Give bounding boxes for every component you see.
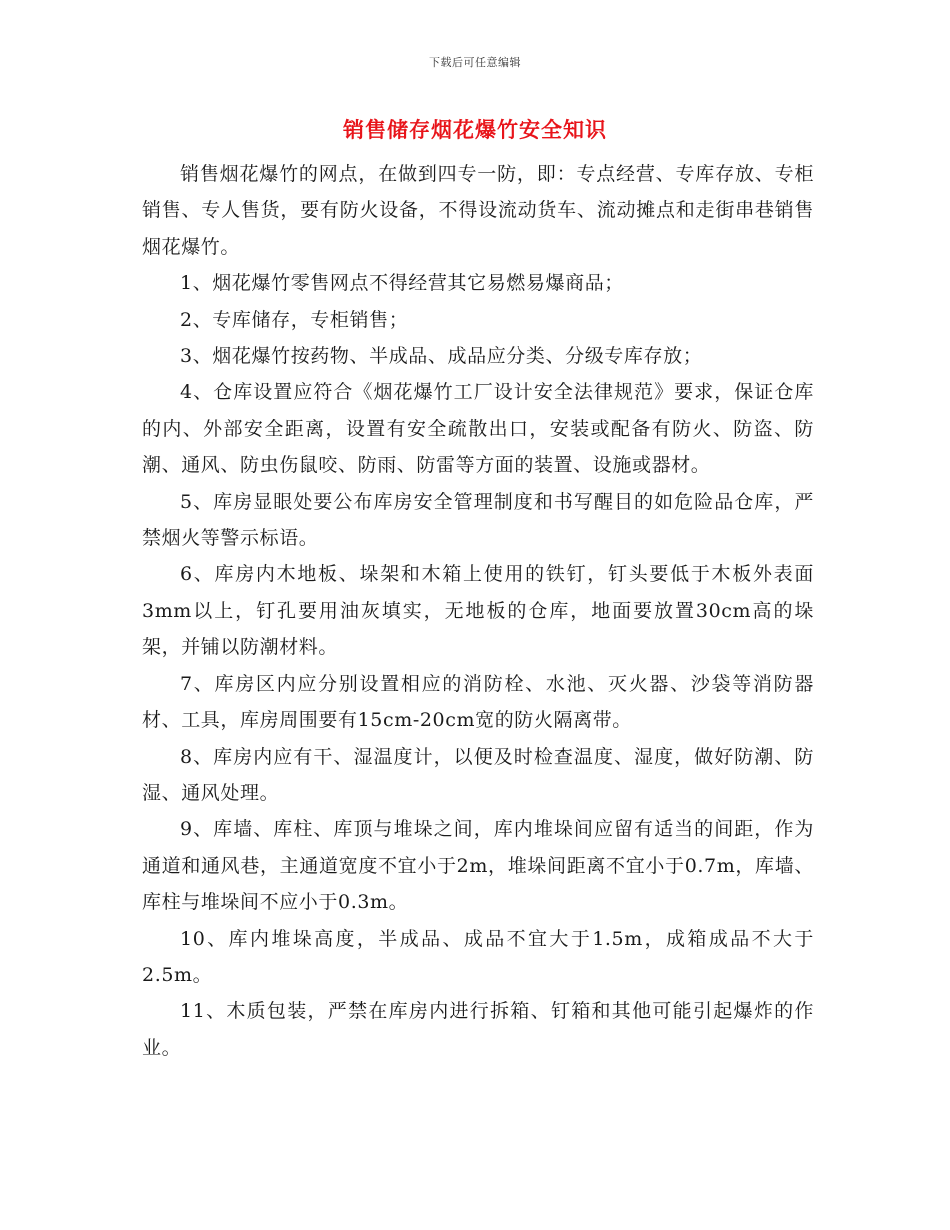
document-body — [142, 156, 814, 1066]
page-header: 下载后可任意编辑 — [429, 56, 521, 69]
rule-7: 7、库房区内应分别设置相应的消防栓、水池、灭火器、沙袋等消防器材、工具，库房周围要有15cm-20cm宽的防火隔离带。 — [142, 672, 814, 732]
document-title: 销售储存烟花爆竹安全知识 — [343, 117, 607, 142]
rule-10: 10、库内堆垛高度，半成品、成品不宜大于1.5m，成箱成品不大于2.5m。 — [142, 927, 814, 986]
intro-paragraph: 销售烟花爆竹的网点，在做到四专一防，即：专点经营、专库存放、专柜销售、专人售货，要有防火设备，不得设流动货车、流动摊点和走街串巷销售烟花爆竹。 — [142, 163, 814, 258]
rule-2: 2、专库储存，专柜销售； — [180, 308, 409, 331]
rule-8: 8、库房内应有干、湿温度计，以便及时检查温度、湿度，做好防潮、防湿、通风处理。 — [142, 745, 814, 804]
rule-1: 1、烟花爆竹零售网点不得经营其它易燃易爆商品； — [180, 272, 624, 295]
rule-3: 3、烟花爆竹按药物、半成品、成品应分类、分级专库存放； — [180, 345, 703, 368]
rule-6: 6、库房内木地板、垛架和木箱上使用的铁钉，钉头要低于木板外表面3mm以上，钉孔要用油灰填实，无地板的仓库，地面要放置30cm高的垛架，并铺以防潮材料。 — [142, 563, 814, 659]
rule-9: 9、库墙、库柱、库顶与堆垛之间，库内堆垛间应留有适当的间距，作为通道和通风巷，主通道宽度不宜小于2m，堆垛间距离不宜小于0.7m，库墙、库柱与堆垛间不应小于0.3m。 — [142, 818, 814, 914]
rule-11: 11、木质包装，严禁在库房内进行拆箱、钉箱和其他可能引起爆炸的作业。 — [142, 1000, 814, 1059]
rule-5: 5、库房显眼处要公布库房安全管理制度和书写醒目的如危险品仓库，严禁烟火等警示标语。 — [142, 490, 814, 550]
rule-4: 4、仓库设置应符合《烟花爆竹工厂设计安全法律规范》要求，保证仓库的内、外部安全距离，设置有安全疏散出口，安装或配备有防火、防盗、防潮、通风、防虫伤鼠咬、防雨、防雷等方面的装置、设施或器材。 — [142, 381, 814, 477]
